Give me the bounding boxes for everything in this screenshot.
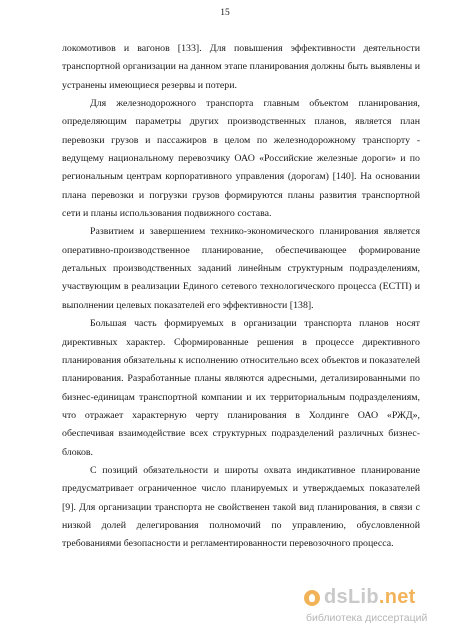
document-body [62,40,420,554]
lightbulb-icon [304,590,320,606]
watermark-title [324,586,416,609]
page-number: 15 [220,8,230,18]
paragraph-1: локомотивов и вагонов [133]. Для повышения эффективности деятельности транспортной организации на данном этапе планирования должны быть выявлены и устранены имеющиеся резервы и потери. [62,43,420,91]
watermark-title-main: dsLib [324,586,379,608]
dslib-watermark [304,586,434,630]
watermark-title-accent: .net [378,586,416,608]
paragraph-4: Большая часть формируемых в организации транспорта планов носят директивных характер. Сформированные решения в процессе директивного планирования обязательны к исполнению относительно всех объектов и показателей планирования. Разработанные планы являются адресными, детализированными по бизнес-единицам транспортной компании и их территориальным подразделениям, что отражает характерную черту планирования в Холдинге ОАО «РЖД», обеспечивая взаимодействие всех структурных подразделений различных бизнес-блоков. [62,318,420,458]
paragraph-5: С позиций обязательности и широты охвата индикативное планирование предусматривает ограниченное число планируемых и утверждаемых показателей [9]. Для организации транспорта не свойственен такой вид планирования, в связи с низкой долей делегирования полномочий по управлению, обусловленной требованиями безопасности и регламентированности перевозочного процесса. [62,464,420,550]
watermark-subtitle: библиотека диссертаций [306,612,428,624]
paragraph-3: Развитием и завершением технико-экономического планирования является оперативно-производственное планирование, обеспечивающее формирование детальных производственных заданий линейным структурным подразделениям, участвующим в реализации Единого сетевого технологического процесса (ЕСТП) и выполнении целевых показателей его эффективности [138]. [62,226,420,311]
paragraph-2: Для железнодорожного транспорта главным объектом планирования, определяющим параметры других производственных планов, является план перевозки грузов и пассажиров в целом по железнодорожному транспорту - ведущему национальному перевозчику ОАО «Российские железные дороги» и по региональным центрам корпоративного управления (дорогам) [140]. На основании плана перевозки и погрузки грузов формируются планы развития транспортной сети и планы использования подвижного состава. [62,98,420,220]
